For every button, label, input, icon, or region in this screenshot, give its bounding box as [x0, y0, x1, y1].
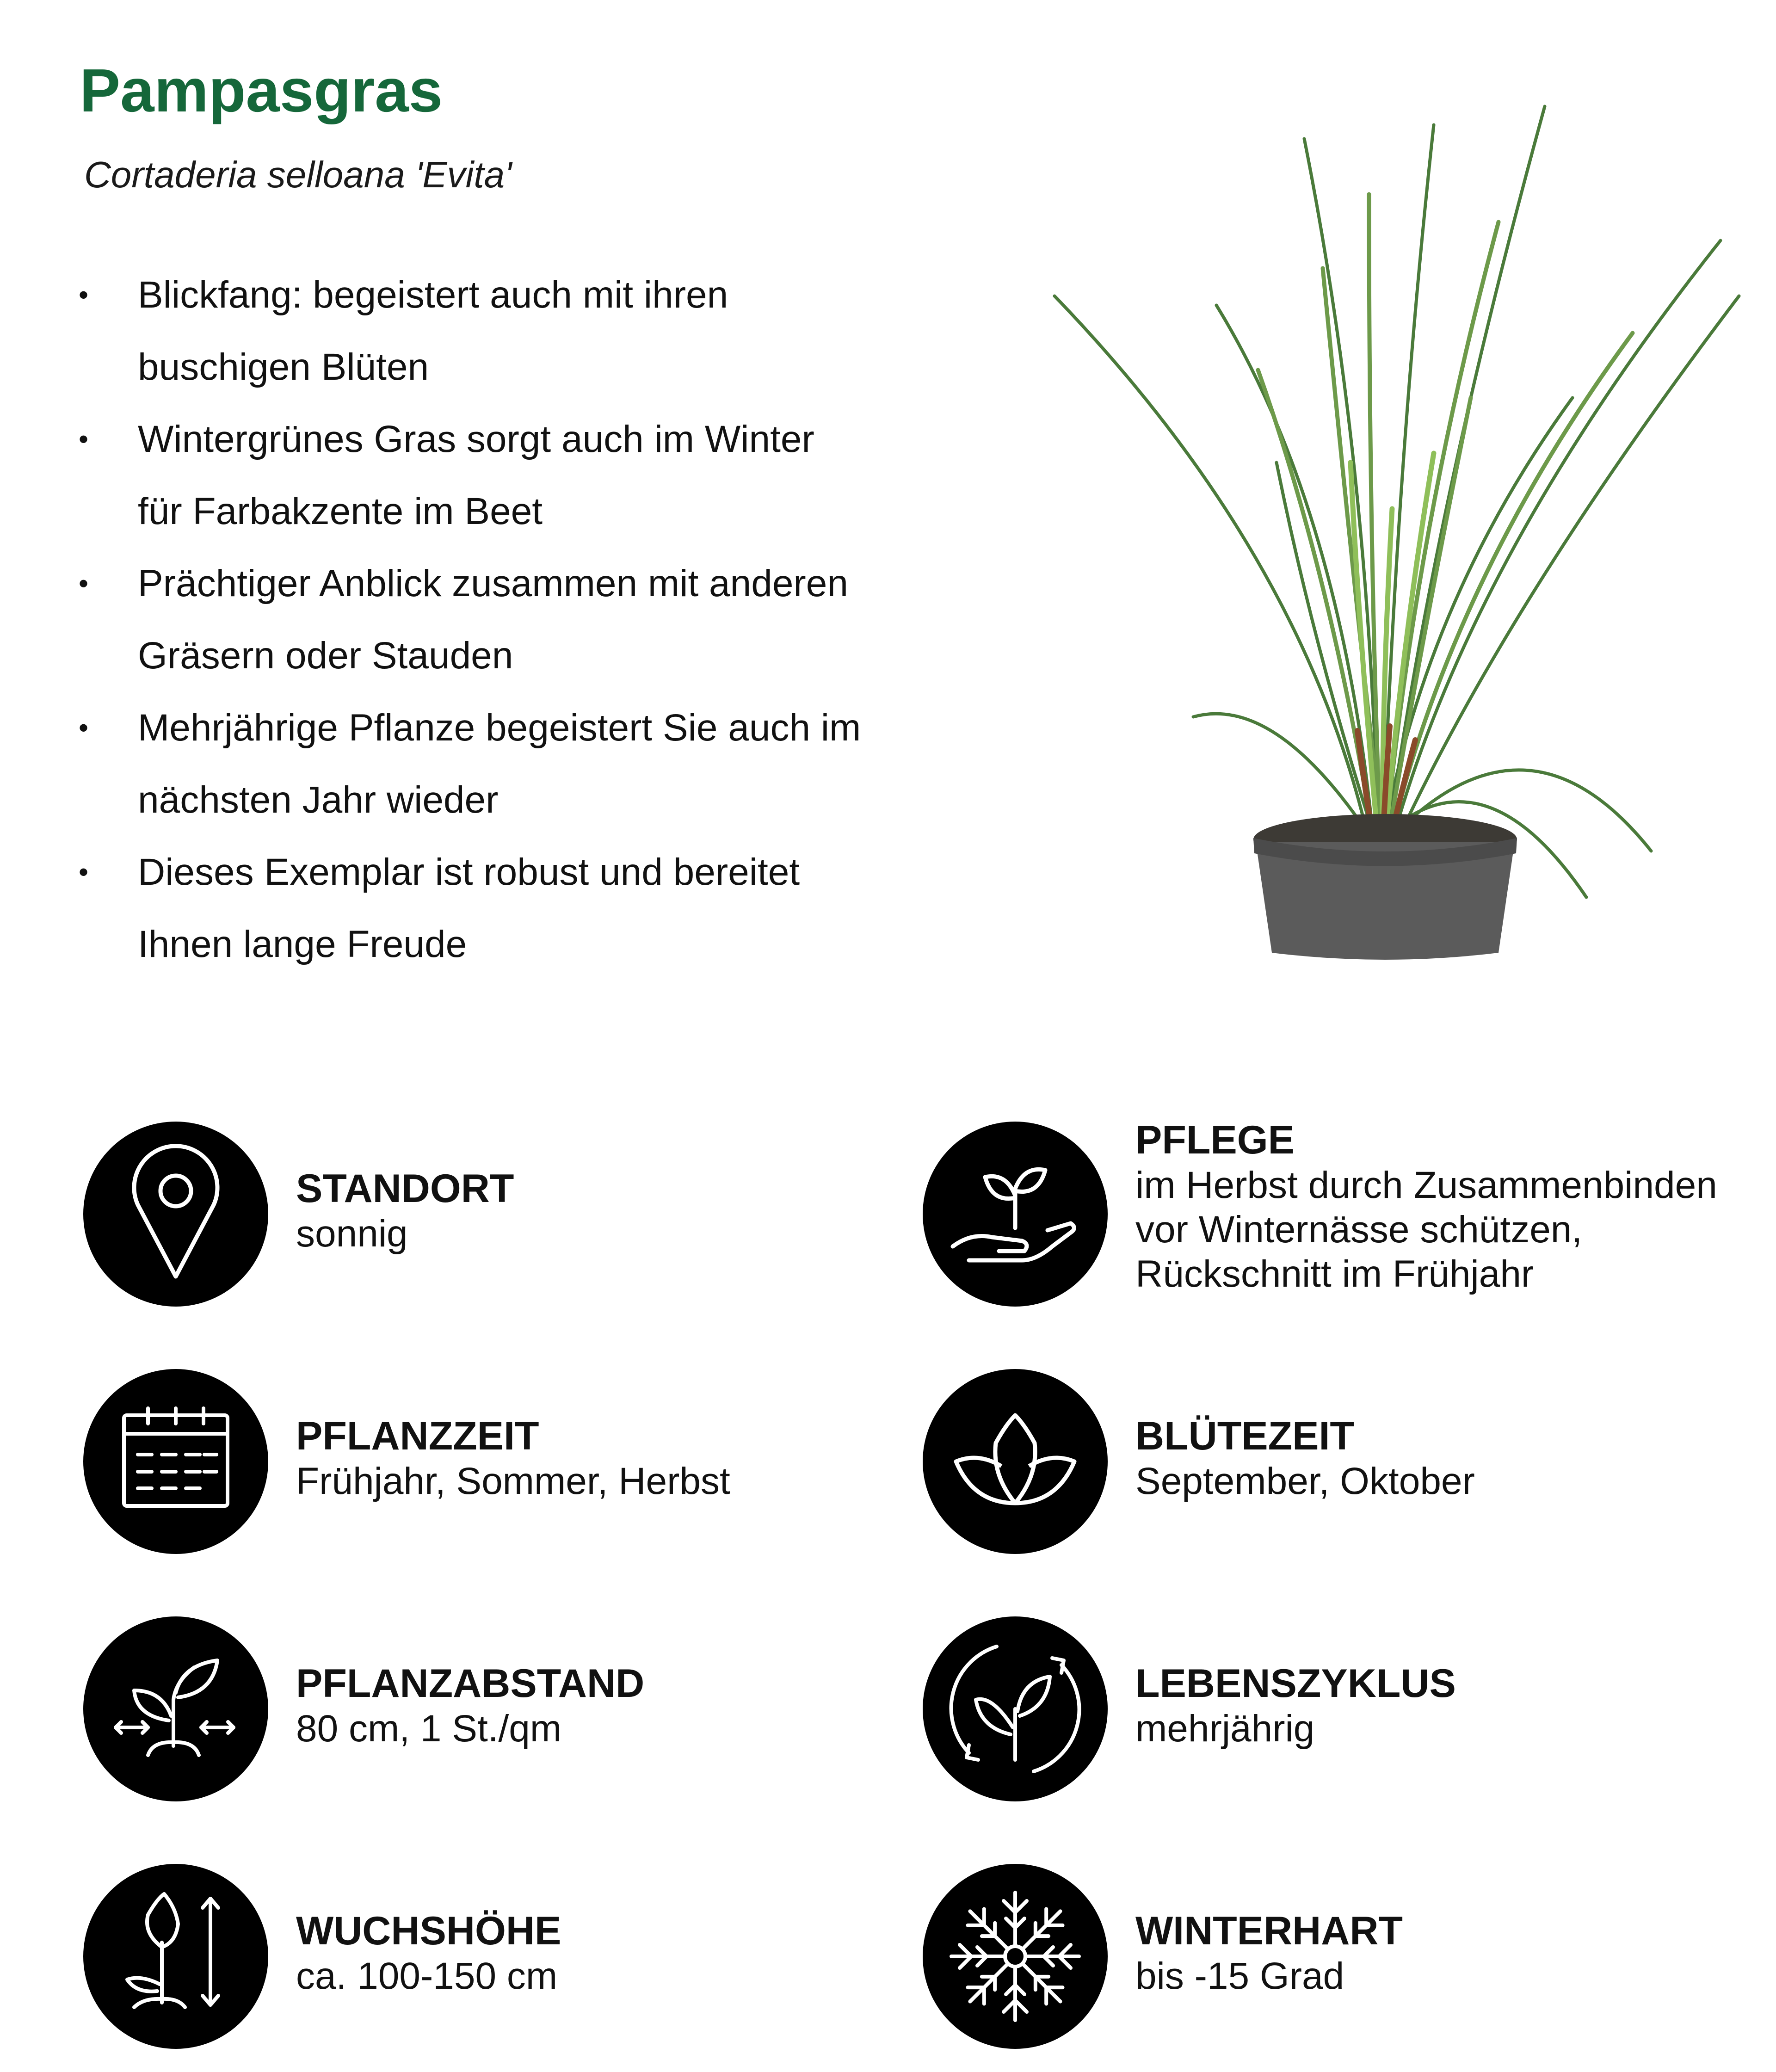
- feature-pflanzabstand: [83, 1616, 846, 1801]
- cycle-seedling-icon: [923, 1616, 1108, 1801]
- feature-pflanzzeit: [83, 1369, 846, 1554]
- location-pin-icon: [83, 1122, 268, 1307]
- bullet-item: • Prächtiger Anblick zusammen mit anderen Gräsern oder Stauden: [79, 548, 948, 692]
- feature-value: bis -15 Grad: [1135, 1955, 1344, 1997]
- feature-value: sonnig: [296, 1213, 408, 1255]
- calendar-icon: [83, 1369, 268, 1554]
- bullet-item: • Wintergrünes Gras sorgt auch im Winter für Farbakzente im Beet: [79, 403, 948, 548]
- feature-label: STANDORT: [296, 1166, 514, 1211]
- feature-winterhart: [923, 1864, 1764, 2049]
- feature-label: WINTERHART: [1135, 1909, 1403, 1953]
- feature-label: LEBENSZYKLUS: [1135, 1661, 1456, 1706]
- feature-value: mehrjährig: [1135, 1708, 1315, 1750]
- feature-label: BLÜTEZEIT: [1135, 1414, 1354, 1458]
- feature-value: Frühjahr, Sommer, Herbst: [296, 1460, 730, 1502]
- hand-seedling-icon: [923, 1122, 1108, 1307]
- feature-label: PFLANZZEIT: [296, 1414, 539, 1458]
- feature-value: ca. 100-150 cm: [296, 1955, 558, 1997]
- seedling-spacing-icon: [83, 1616, 268, 1801]
- snowflake-icon: [923, 1864, 1108, 2049]
- feature-label: PFLANZABSTAND: [296, 1661, 645, 1706]
- feature-value-line: vor Winternässe schützen,: [1135, 1209, 1583, 1251]
- pampas-grass-plant-image: [1018, 46, 1758, 980]
- feature-pflege: [923, 1118, 1764, 1307]
- lotus-flower-icon: [923, 1369, 1108, 1554]
- feature-label: PFLEGE: [1135, 1118, 1295, 1162]
- feature-wuchshoehe: [83, 1864, 846, 2049]
- feature-value-line: im Herbst durch Zusammenbinden: [1135, 1164, 1717, 1206]
- plant-height-icon: [83, 1864, 268, 2049]
- feature-label: WUCHSHÖHE: [296, 1909, 561, 1953]
- feature-bullet-list: [79, 259, 948, 980]
- bullet-item: • Blickfang: begeistert auch mit ihren buschigen Blüten: [79, 259, 948, 403]
- feature-lebenszyklus: [923, 1616, 1764, 1801]
- latin-name: Cortaderia selloana 'Evita': [84, 154, 512, 195]
- feature-bluetezeit: [923, 1369, 1764, 1554]
- bullet-item: • Mehrjährige Pflanze begeistert Sie auch im nächsten Jahr wieder: [79, 692, 948, 836]
- feature-standort: [83, 1122, 846, 1307]
- bullet-item: • Dieses Exemplar ist robust und bereitet Ihnen lange Freude: [79, 836, 948, 980]
- feature-value: September, Oktober: [1135, 1460, 1475, 1502]
- feature-value-line: Rückschnitt im Frühjahr: [1135, 1253, 1534, 1295]
- feature-value: 80 cm, 1 St./qm: [296, 1708, 562, 1750]
- product-title: Pampasgras: [80, 56, 443, 124]
